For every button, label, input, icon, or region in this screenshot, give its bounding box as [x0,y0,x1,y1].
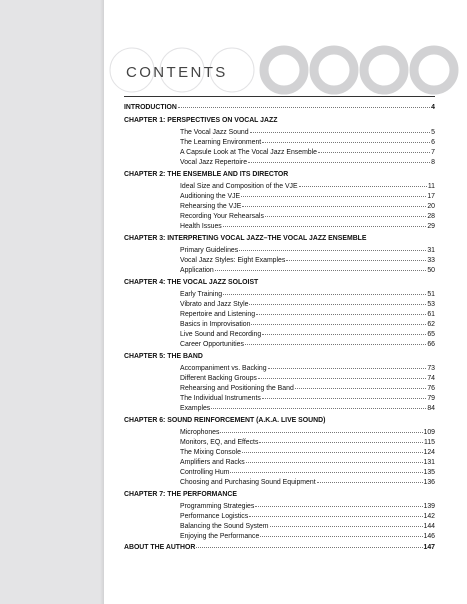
page-number: 109 [423,429,435,436]
dot-leader [260,529,422,537]
dot-leader [223,287,426,295]
chapter-list [124,116,435,540]
dot-leader [262,327,426,335]
decor-circle-2 [314,50,354,90]
dot-leader [251,317,426,325]
dot-leader [245,337,426,345]
page-number: 135 [423,469,435,476]
decor-circle-1 [264,50,304,90]
entry-label: The Vocal Jazz Sound [180,129,249,136]
page-number: 33 [427,257,435,264]
entry-label: Rehearsing and Positioning the Band [180,385,294,392]
table-of-contents [124,101,435,551]
decor-circle-3 [364,50,404,90]
dot-leader [268,361,427,369]
entry-label: The Mixing Console [180,449,241,456]
entry-label: Rehearsing the VJE [180,203,242,210]
entry-label: ABOUT THE AUTHOR [124,544,196,551]
entry-label: Different Backing Groups [180,375,257,382]
dot-leader [246,455,423,463]
page-number: 29 [427,223,435,230]
entry-label: Vocal Jazz Styles: Eight Examples [180,257,286,264]
toc-entry-about-the-author[interactable] [124,541,435,551]
page-number: 147 [423,544,435,551]
toc-entry[interactable] [124,530,435,540]
entry-label: Monitors, EQ, and Effects [180,439,259,446]
entry-label: Accompaniment vs. Backing [180,365,267,372]
dot-leader [317,475,423,483]
dot-leader [220,425,422,433]
dot-leader [211,401,426,409]
chapter-block [124,352,435,412]
chapter-title[interactable]: CHAPTER 4: THE VOCAL JAZZ SOLOIST [124,279,259,286]
chapter-title[interactable]: CHAPTER 5: THE BAND [124,353,203,360]
entry-label: Basics in Improvisation [180,321,251,328]
page-number: 73 [427,365,435,372]
dot-leader [242,199,426,207]
page-number: 17 [427,193,435,200]
page-number: 6 [431,139,435,146]
dot-leader [196,540,422,548]
page-number: 31 [427,247,435,254]
entry-label: Vocal Jazz Repertoire [180,159,248,166]
chapter-block [124,170,435,230]
dot-leader [241,189,426,197]
dot-leader [248,155,430,163]
entry-label: Performance Logistics [180,513,249,520]
page-number: 84 [427,405,435,412]
dot-leader [250,125,431,133]
dot-leader [223,219,427,227]
page-number: 20 [427,203,435,210]
toc-entry[interactable] [124,476,435,486]
page-number: 131 [423,459,435,466]
page-number: 65 [427,331,435,338]
chapter-title[interactable]: CHAPTER 2: THE ENSEMBLE AND ITS DIRECTOR [124,171,289,178]
dot-leader [256,307,426,315]
page-number: 79 [427,395,435,402]
entry-label: Balancing the Sound System [180,523,269,530]
entry-label: Health Issues [180,223,222,230]
entry-label: The Individual Instruments [180,395,261,402]
page-number: 4 [431,104,435,111]
entry-label: Auditioning the VJE [180,193,241,200]
chapter-block [124,278,435,348]
decor-circle-4 [414,50,454,90]
entry-label: Choosing and Purchasing Sound Equipment [180,479,316,486]
entry-label: Amplifiers and Racks [180,459,245,466]
toc-entry-introduction[interactable] [124,101,435,111]
dot-leader [270,519,423,527]
chapter-title[interactable]: CHAPTER 1: PERSPECTIVES ON VOCAL JAZZ [124,117,278,124]
entry-label: Examples [180,405,211,412]
page-number: 115 [424,439,435,446]
entry-label: Primary Guidelines [180,247,239,254]
page-number: 53 [427,301,435,308]
page-number: 146 [423,533,435,540]
dot-leader [178,100,430,108]
entry-label: A Capsule Look at The Vocal Jazz Ensemble [180,149,318,156]
page-number: 62 [427,321,435,328]
entry-label: Ideal Size and Composition of the VJE [180,183,298,190]
entry-label: Vibrato and Jazz Style [180,301,249,308]
page-number: 66 [427,341,435,348]
page-title: CONTENTS [126,64,228,81]
dot-leader [249,297,426,305]
dot-leader [249,509,422,517]
dot-leader [259,435,423,443]
dot-leader [215,263,427,271]
page-number: 76 [427,385,435,392]
entry-label: Early Training [180,291,223,298]
dot-leader [286,253,426,261]
page-number: 28 [427,213,435,220]
page-number: 8 [431,159,435,166]
chapter-title[interactable]: CHAPTER 7: THE PERFORMANCE [124,491,237,498]
dot-leader [230,465,422,473]
entry-label: Controlling Hum [180,469,230,476]
entry-label: INTRODUCTION [124,104,177,111]
toc-entry[interactable] [124,402,435,412]
chapter-block [124,116,435,166]
entry-label: Career Opportunities [180,341,244,348]
page-number: 139 [423,503,435,510]
entry-label: The Learning Environment [180,139,262,146]
entry-label: Microphones [180,429,220,436]
dot-leader [318,145,430,153]
chapter-block [124,234,435,274]
toc-entry[interactable] [124,264,435,274]
page-number: 50 [427,267,435,274]
title-rule [124,96,435,97]
entry-label: Recording Your Rehearsals [180,213,264,220]
dot-leader [295,381,427,389]
page-number: 11 [427,183,435,190]
dot-leader [262,391,427,399]
chapter-block [124,416,435,486]
page-number: 136 [423,479,435,486]
page-number: 51 [427,291,435,298]
page-number: 7 [431,149,435,156]
toc-entry[interactable] [124,220,435,230]
entry-label: Repertoire and Listening [180,311,256,318]
dot-leader [262,135,430,143]
chapter-block [124,490,435,540]
dot-leader [299,179,427,187]
dot-leader [239,243,426,251]
dot-leader [265,209,426,217]
entry-label: Live Sound and Recording [180,331,262,338]
page-number: 142 [423,513,435,520]
entry-label: Enjoying the Performance [180,533,260,540]
dot-leader [242,445,423,453]
page-number: 61 [427,311,435,318]
toc-entry[interactable] [124,156,435,166]
chapter-title[interactable]: CHAPTER 6: SOUND REINFORCEMENT (A.K.A. LIVE SOUND) [124,417,326,424]
page-number: 124 [423,449,435,456]
page-number: 5 [431,129,435,136]
toc-entry[interactable] [124,338,435,348]
page-number: 144 [423,523,435,530]
dot-leader [255,499,422,507]
entry-label: Programming Strategies [180,503,255,510]
entry-label: Application [180,267,214,274]
page-number: 74 [427,375,435,382]
dot-leader [258,371,426,379]
chapter-title[interactable]: CHAPTER 3: INTERPRETING VOCAL JAZZ–THE VOCAL JAZZ ENSEMBLE [124,235,367,242]
